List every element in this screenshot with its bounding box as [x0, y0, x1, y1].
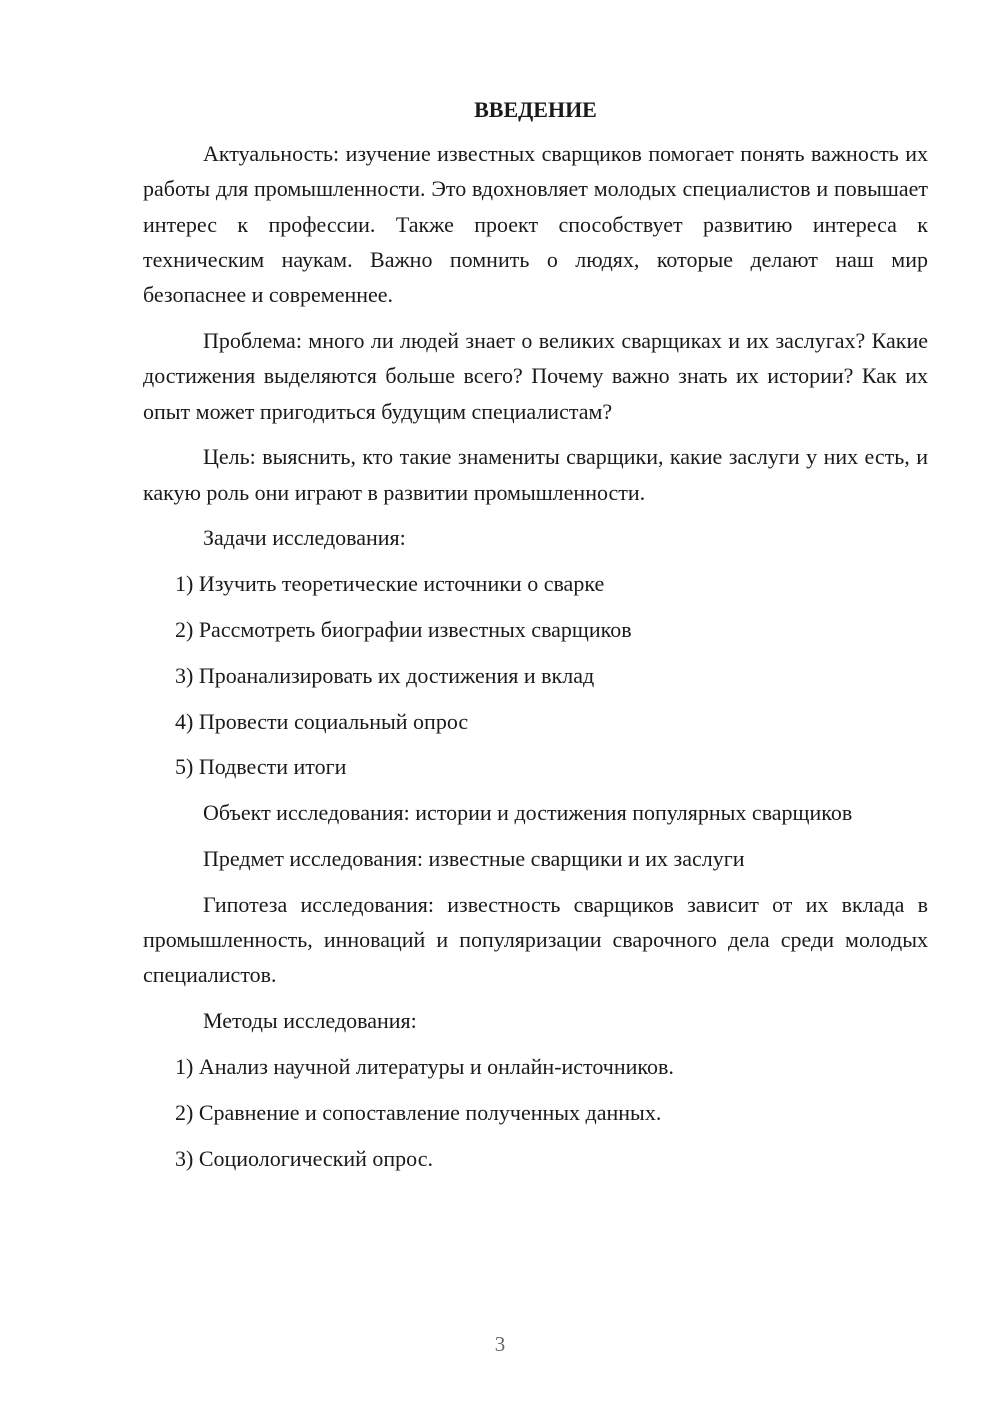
tasks-heading: Задачи исследования:: [203, 525, 406, 551]
list-item: 1) Анализ научной литературы и онлайн-источников.: [175, 1054, 674, 1080]
tasks-list: [143, 566, 928, 784]
methods-list: [143, 1049, 928, 1176]
list-item: 5) Подвести итоги: [175, 754, 347, 780]
subject-paragraph: Предмет исследования: известные сварщики и их заслуги: [203, 846, 745, 872]
relevance-paragraph: Актуальность: изучение известных сварщиков помогает понять важность их работы для промышленности. Это вдохновляет молодых специалистов и повышает интерес к профессии. Также проект способствует развитию интереса к техническим наукам. Важно помнить о людях, которые делают наш мир безопаснее и современнее.: [143, 141, 928, 308]
document-page: [143, 92, 928, 1186]
problem-paragraph: Проблема: много ли людей знает о великих сварщиках и их заслугах? Какие достижения выделяются больше всего? Почему важно знать их истории? Как их опыт может пригодиться будущим специалистам?: [143, 327, 928, 424]
section-title: ВВЕДЕНИЕ: [474, 97, 597, 122]
page-number: 3: [494, 1332, 506, 1356]
list-item: 3) Социологический опрос.: [175, 1145, 433, 1171]
methods-heading: Методы исследования:: [203, 1008, 417, 1034]
list-item: 2) Рассмотреть биографии известных сварщиков: [175, 617, 632, 643]
object-paragraph: Объект исследования: истории и достижения популярных сварщиков: [203, 800, 853, 826]
list-item: 3) Проанализировать их достижения и вклад: [175, 662, 595, 688]
goal-paragraph: Цель: выяснить, кто такие знамениты сварщики, какие заслуги у них есть, и какую роль они играют в развитии промышленности.: [143, 444, 928, 505]
list-item: 1) Изучить теоретические источники о сварке: [175, 571, 605, 597]
list-item: 2) Сравнение и сопоставление полученных данных.: [175, 1099, 662, 1125]
hypothesis-paragraph: Гипотеза исследования: известность сварщиков зависит от их вклада в промышленность, инноваций и популяризации сварочного дела среди молодых специалистов.: [143, 891, 928, 988]
list-item: 4) Провести социальный опрос: [175, 708, 469, 734]
